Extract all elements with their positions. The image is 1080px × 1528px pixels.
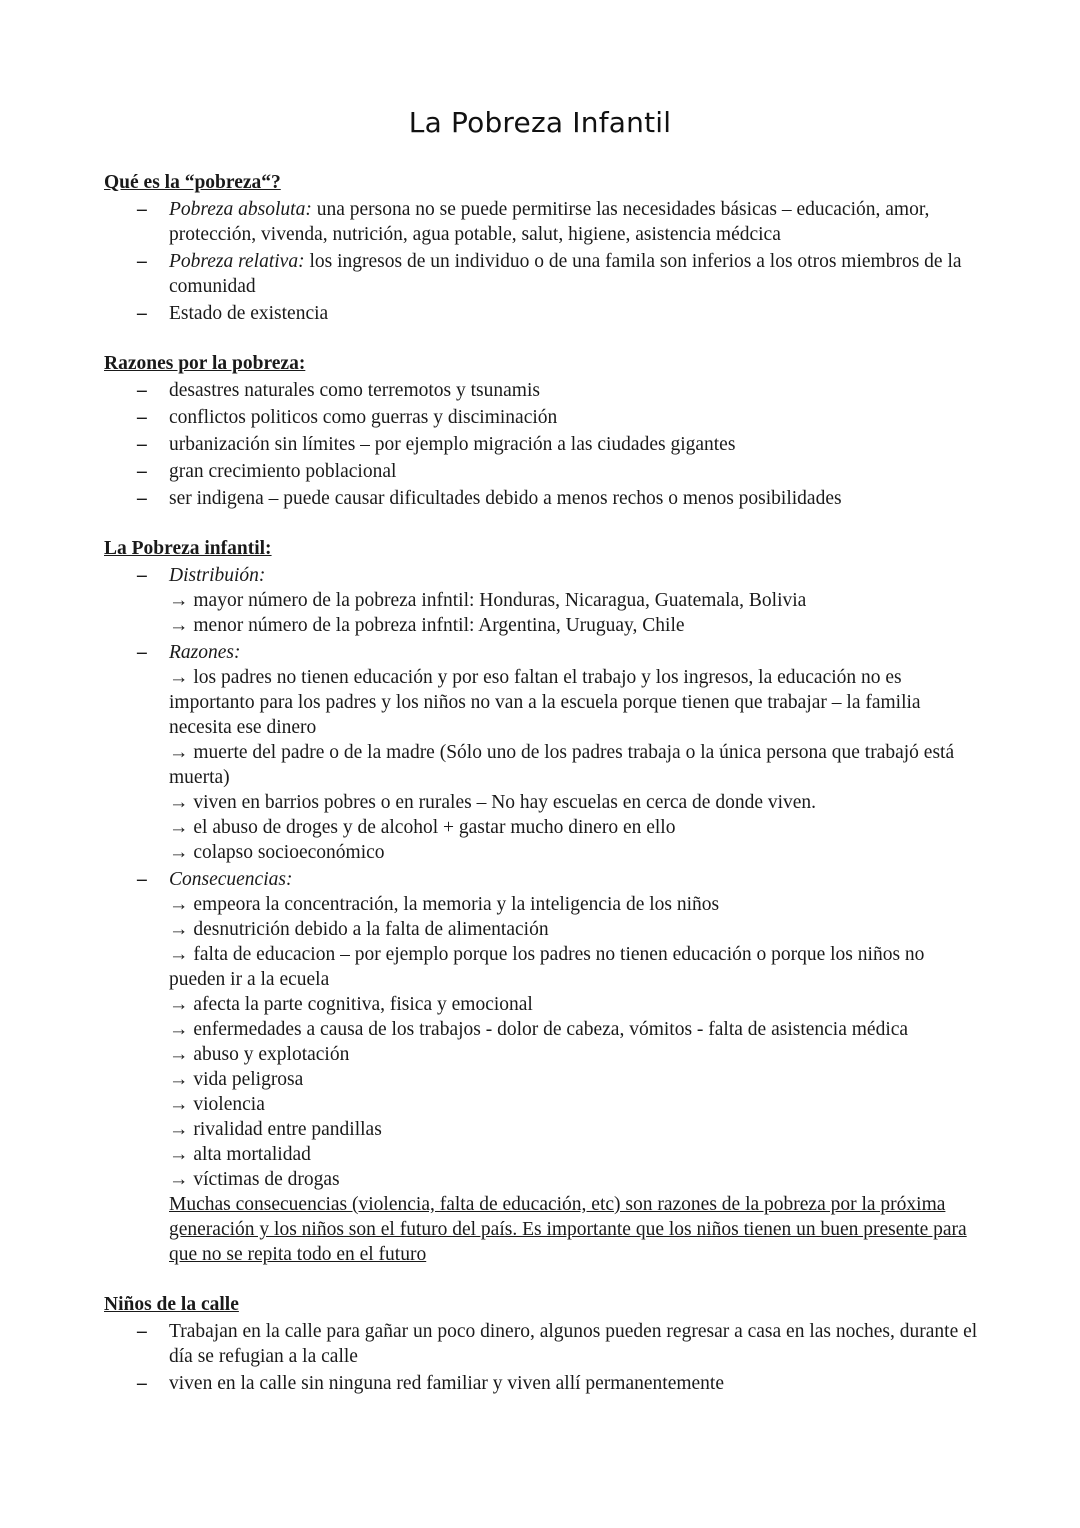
arrow-line: → desnutrición debido a la falta de alimentación bbox=[169, 919, 549, 940]
item-text: los ingresos de un individuo o de una famila son inferios a los otros miembros de la comunidad bbox=[169, 251, 962, 297]
section-que-es-pobreza bbox=[104, 170, 984, 326]
item-text: Estado de existencia bbox=[169, 303, 329, 324]
arrow-line: → colapso socioeconómico bbox=[169, 842, 385, 863]
page-title: La Pobreza Infantil bbox=[408, 106, 672, 139]
item-text: una persona no se puede permitirse las necesidades básicas – educación, amor, protección, vivenda, nutrición, agua potable, salut, higiene, asistencia médcica bbox=[169, 199, 930, 245]
list-item: – urbanización sin límites – por ejemplo migración a las ciudades gigantes bbox=[104, 432, 984, 457]
arrow-line: → enfermedades a causa de los trabajos - dolor de cabeza, vómitos - falta de asistencia médica bbox=[169, 1019, 909, 1040]
list-item: – desastres naturales como terremotos y tsunamis bbox=[104, 378, 984, 403]
bullet-list bbox=[104, 197, 984, 326]
list-item-consecuencias bbox=[104, 867, 984, 1267]
conclusion-text: Muchas consecuencias (violencia, falta de educación, etc) son razones de la pobreza por la próxima generación y los niños son el futuro del país. Es importante que los niños tienen un buen presente para que no se repita todo en el futuro bbox=[169, 1194, 967, 1265]
bullet-list bbox=[104, 563, 984, 1267]
item-label: Pobreza relativa: bbox=[169, 251, 305, 272]
section-heading: Qué es la “pobreza“? bbox=[104, 172, 281, 193]
list-item: – conflictos politicos como guerras y disciminación bbox=[104, 405, 984, 430]
list-item bbox=[104, 197, 984, 247]
arrow-line: → los padres no tienen educación y por eso faltan el trabajo y los ingresos, la educación no es importanto para los padres y los niños no van a la escuela porque tienen que trabajar – la familia necesita ese dinero bbox=[169, 667, 921, 738]
bullet-list bbox=[104, 378, 984, 511]
list-item: – Trabajan en la calle para gañar un poco dinero, algunos pueden regresar a casa en las noches, durante el día se refugian a la calle bbox=[104, 1319, 984, 1369]
list-item bbox=[104, 301, 984, 326]
list-item-razones bbox=[104, 640, 984, 865]
arrow-line: → afecta la parte cognitiva, fisica y emocional bbox=[169, 994, 533, 1015]
item-label: Razones: bbox=[169, 642, 241, 663]
list-item: – ser indigena – puede causar dificultades debido a menos rechos o menos posibilidades bbox=[104, 486, 984, 511]
arrow-line: → el abuso de droges y de alcohol + gastar mucho dinero en ello bbox=[169, 817, 676, 838]
arrow-line: → víctimas de drogas bbox=[169, 1169, 340, 1190]
item-label: Pobreza absoluta: bbox=[169, 199, 312, 220]
arrow-line: → mayor número de la pobreza infntil: Honduras, Nicaragua, Guatemala, Bolivia bbox=[169, 590, 807, 611]
arrow-line: → rivalidad entre pandillas bbox=[169, 1119, 382, 1140]
arrow-line: → violencia bbox=[169, 1094, 265, 1115]
arrow-line: → alta mortalidad bbox=[169, 1144, 311, 1165]
list-item bbox=[104, 249, 984, 299]
arrow-line: → falta de educacion – por ejemplo porque los padres no tienen educación o porque los niños no pueden ir a la ecuela bbox=[169, 944, 925, 990]
section-heading: Razones por la pobreza: bbox=[104, 353, 306, 374]
arrow-line: → menor número de la pobreza infntil: Argentina, Uruguay, Chile bbox=[169, 615, 685, 636]
list-item: – viven en la calle sin ninguna red familiar y viven allí permanentemente bbox=[104, 1371, 984, 1396]
document-body bbox=[104, 170, 984, 1421]
list-item-distribucion bbox=[104, 563, 984, 638]
arrow-line: → empeora la concentración, la memoria y la inteligencia de los niños bbox=[169, 894, 720, 915]
section-pobreza-infantil bbox=[104, 536, 984, 1267]
arrow-line: → vida peligrosa bbox=[169, 1069, 304, 1090]
section-heading: La Pobreza infantil: bbox=[104, 538, 272, 559]
arrow-line: → muerte del padre o de la madre (Sólo uno de los padres trabaja o la única persona que trabajó está muerta) bbox=[169, 742, 955, 788]
item-label: Consecuencias: bbox=[169, 869, 293, 890]
list-item: – gran crecimiento poblacional bbox=[104, 459, 984, 484]
section-heading: Niños de la calle bbox=[104, 1294, 239, 1315]
arrow-line: → abuso y explotación bbox=[169, 1044, 350, 1065]
arrow-line: → viven en barrios pobres o en rurales – No hay escuelas en cerca de donde viven. bbox=[169, 792, 817, 813]
section-razones-pobreza bbox=[104, 351, 984, 511]
item-label: Distribuión: bbox=[169, 565, 266, 586]
section-ninos-calle bbox=[104, 1292, 984, 1396]
bullet-list bbox=[104, 1319, 984, 1396]
